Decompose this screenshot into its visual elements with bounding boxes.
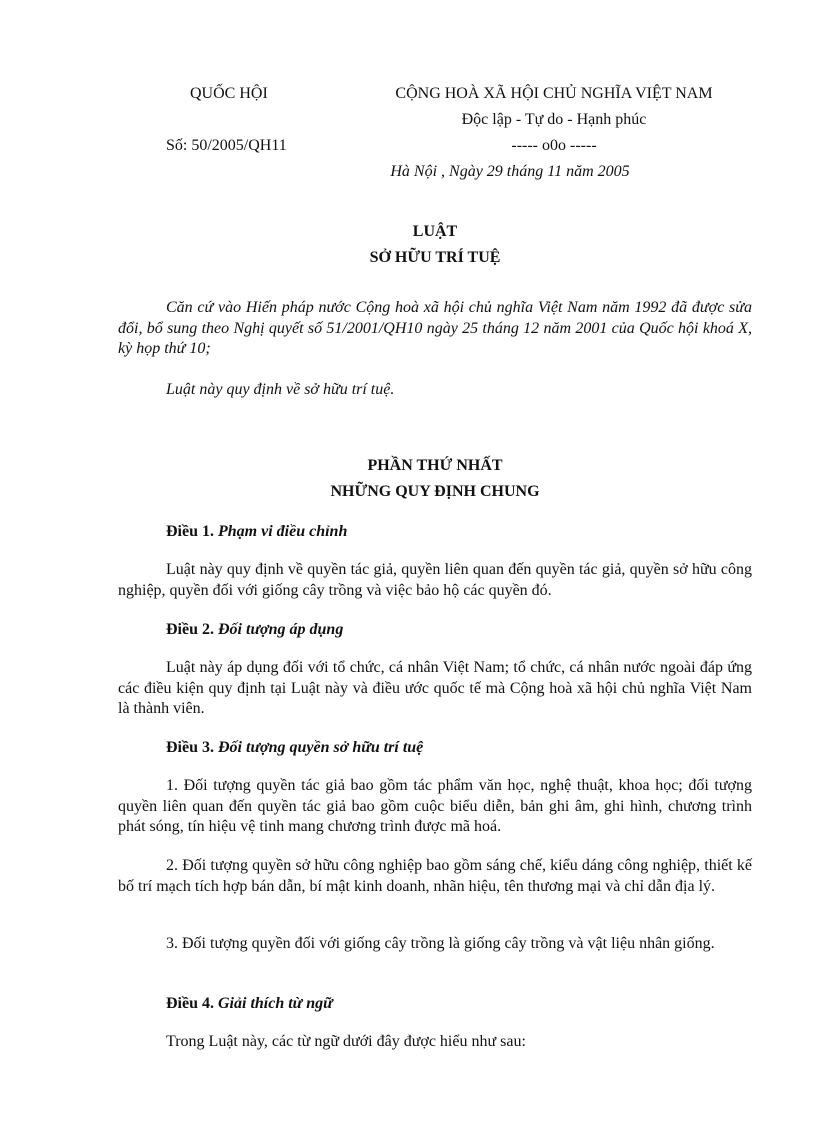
preamble-scope: Luật này quy định về sở hữu trí tuệ. [166,381,395,398]
header-separator: ----- o0o ----- [511,137,597,154]
article-label: Điều 2. [166,621,214,638]
article-paragraph: Trong Luật này, các từ ngữ dưới đây được hiểu như sau: [166,1033,526,1050]
article-paragraph: Luật này quy định về quyền tác giả, quyền liên quan đến quyền tác giả, quyền sở hữu công nghiệp, quyền đối với giống cây trồng và việc bảo hộ các quyền đó. [118,561,752,599]
law-name: SỞ HỮU TRÍ TUỆ [369,249,501,266]
law-type: LUẬT [412,223,458,240]
article-label: Điều 1. [166,523,214,540]
article-paragraph: 1. Đối tượng quyền tác giả bao gồm tác phẩm văn học, nghệ thuật, khoa học; đối tượng quyền liên quan đến quyền tác giả bao gồm cuộc biểu diễn, bản ghi âm, ghi hình, chương trình phát sóng, tín hiệu vệ tinh mang chương trình được mã hoá. [118,777,752,835]
article-title: Đối tượng quyền sở hữu trí tuệ [218,739,424,756]
article-paragraph: 2. Đối tượng quyền sở hữu công nghiệp bao gồm sáng chế, kiểu dáng công nghiệp, thiết kế bố trí mạch tích hợp bán dẫn, bí mật kinh doanh, nhãn hiệu, tên thương mại và chỉ dẫn địa lý. [118,857,752,895]
article-paragraph: Luật này áp dụng đối với tổ chức, cá nhân Việt Nam; tổ chức, cá nhân nước ngoài đáp ứng các điều kiện quy định tại Luật này và điều ước quốc tế mà Cộng hoà xã hội chủ nghĩa Việt Nam là thành viên. [118,659,752,717]
article-paragraph: 3. Đối tượng quyền đối với giống cây trồng là giống cây trồng và vật liệu nhân giống. [166,935,715,952]
article-heading [166,522,347,542]
country-name: CỘNG HOÀ XÃ HỘI CHỦ NGHĨA VIỆT NAM [395,85,713,102]
article-heading [166,994,333,1014]
document-number: Số: 50/2005/QH11 [166,137,287,154]
national-motto: Độc lập - Tự do - Hạnh phúc [461,111,647,128]
article-label: Điều 3. [166,739,214,756]
issuer-name: QUỐC HỘI [190,85,268,102]
article-heading [166,738,423,758]
article-title: Đối tượng áp dụng [218,621,344,638]
preamble-basis: Căn cứ vào Hiến pháp nước Cộng hoà xã hội chủ nghĩa Việt Nam năm 1992 đã được sửa đổi, bổ sung theo Nghị quyết số 51/2001/QH10 ngày 25 tháng 12 năm 2001 của Quốc hội khoá X, kỳ họp thứ 10; [118,299,752,357]
issue-date: Hà Nội , Ngày 29 tháng 11 năm 2005 [390,163,630,180]
article-heading [166,620,343,640]
article-title: Phạm vi điều chỉnh [218,523,348,540]
part-number: PHẦN THỨ NHẤT [367,457,503,474]
part-title: NHỮNG QUY ĐỊNH CHUNG [330,483,540,500]
article-title: Giải thích từ ngữ [218,995,333,1012]
article-label: Điều 4. [166,995,214,1012]
